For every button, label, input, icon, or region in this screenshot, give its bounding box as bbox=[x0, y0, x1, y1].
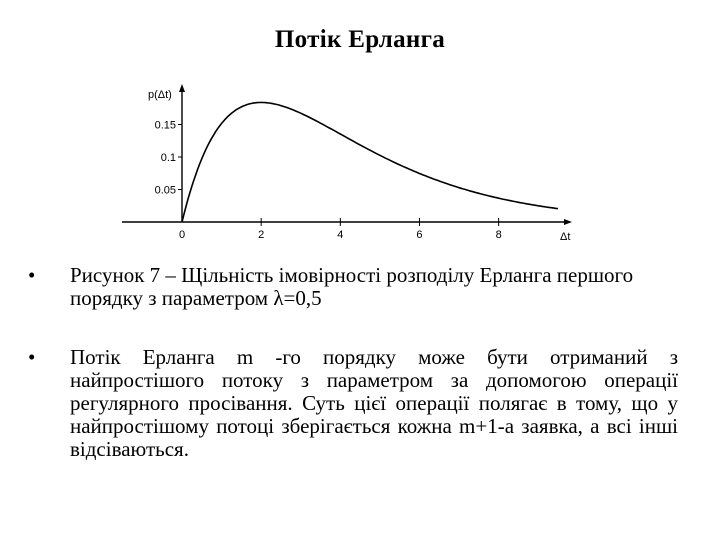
slide-title: Потік Ерланга bbox=[274, 26, 446, 53]
x-tick-label: 0 bbox=[178, 229, 186, 241]
figure-caption: Рисунок 7 – Щільність імовірності розподілу Ерланга першого порядку з параметром λ=0,5 bbox=[70, 263, 634, 310]
erlang-description: Потік Ерланга m -го порядку може бути отриманий з найпростішого потоку з параметром за допомогою операції регулярного просівання. Суть цієї операції полягає в тому, що у найпростішому потоці зберігається кожна m+1-а заявка, а всі інші відсіваються. bbox=[70, 345, 678, 461]
bullet-marker: • bbox=[28, 263, 36, 287]
bullet-figure-caption bbox=[28, 264, 678, 310]
chart-ticks bbox=[155, 120, 502, 242]
y-tick-label: 0.1 bbox=[160, 152, 176, 164]
chart-series bbox=[182, 102, 558, 222]
chart-axes bbox=[122, 84, 572, 225]
y-tick-label: 0.15 bbox=[154, 119, 176, 132]
density-curve bbox=[182, 102, 558, 222]
bullet-marker: • bbox=[28, 345, 36, 369]
erlang-density-chart bbox=[120, 78, 590, 250]
x-tick-label: 4 bbox=[337, 229, 344, 241]
x-axis-arrow bbox=[564, 219, 572, 225]
y-axis-arrow bbox=[179, 84, 185, 92]
x-tick-label: 2 bbox=[258, 229, 265, 241]
bullet-erlang-description bbox=[28, 346, 678, 461]
x-axis-label: Δt bbox=[560, 231, 571, 243]
x-tick-label: 6 bbox=[416, 229, 423, 241]
y-tick-label: 0.05 bbox=[154, 184, 176, 197]
y-axis-label: p(Δt) bbox=[148, 89, 172, 101]
x-tick-label: 8 bbox=[495, 229, 502, 241]
